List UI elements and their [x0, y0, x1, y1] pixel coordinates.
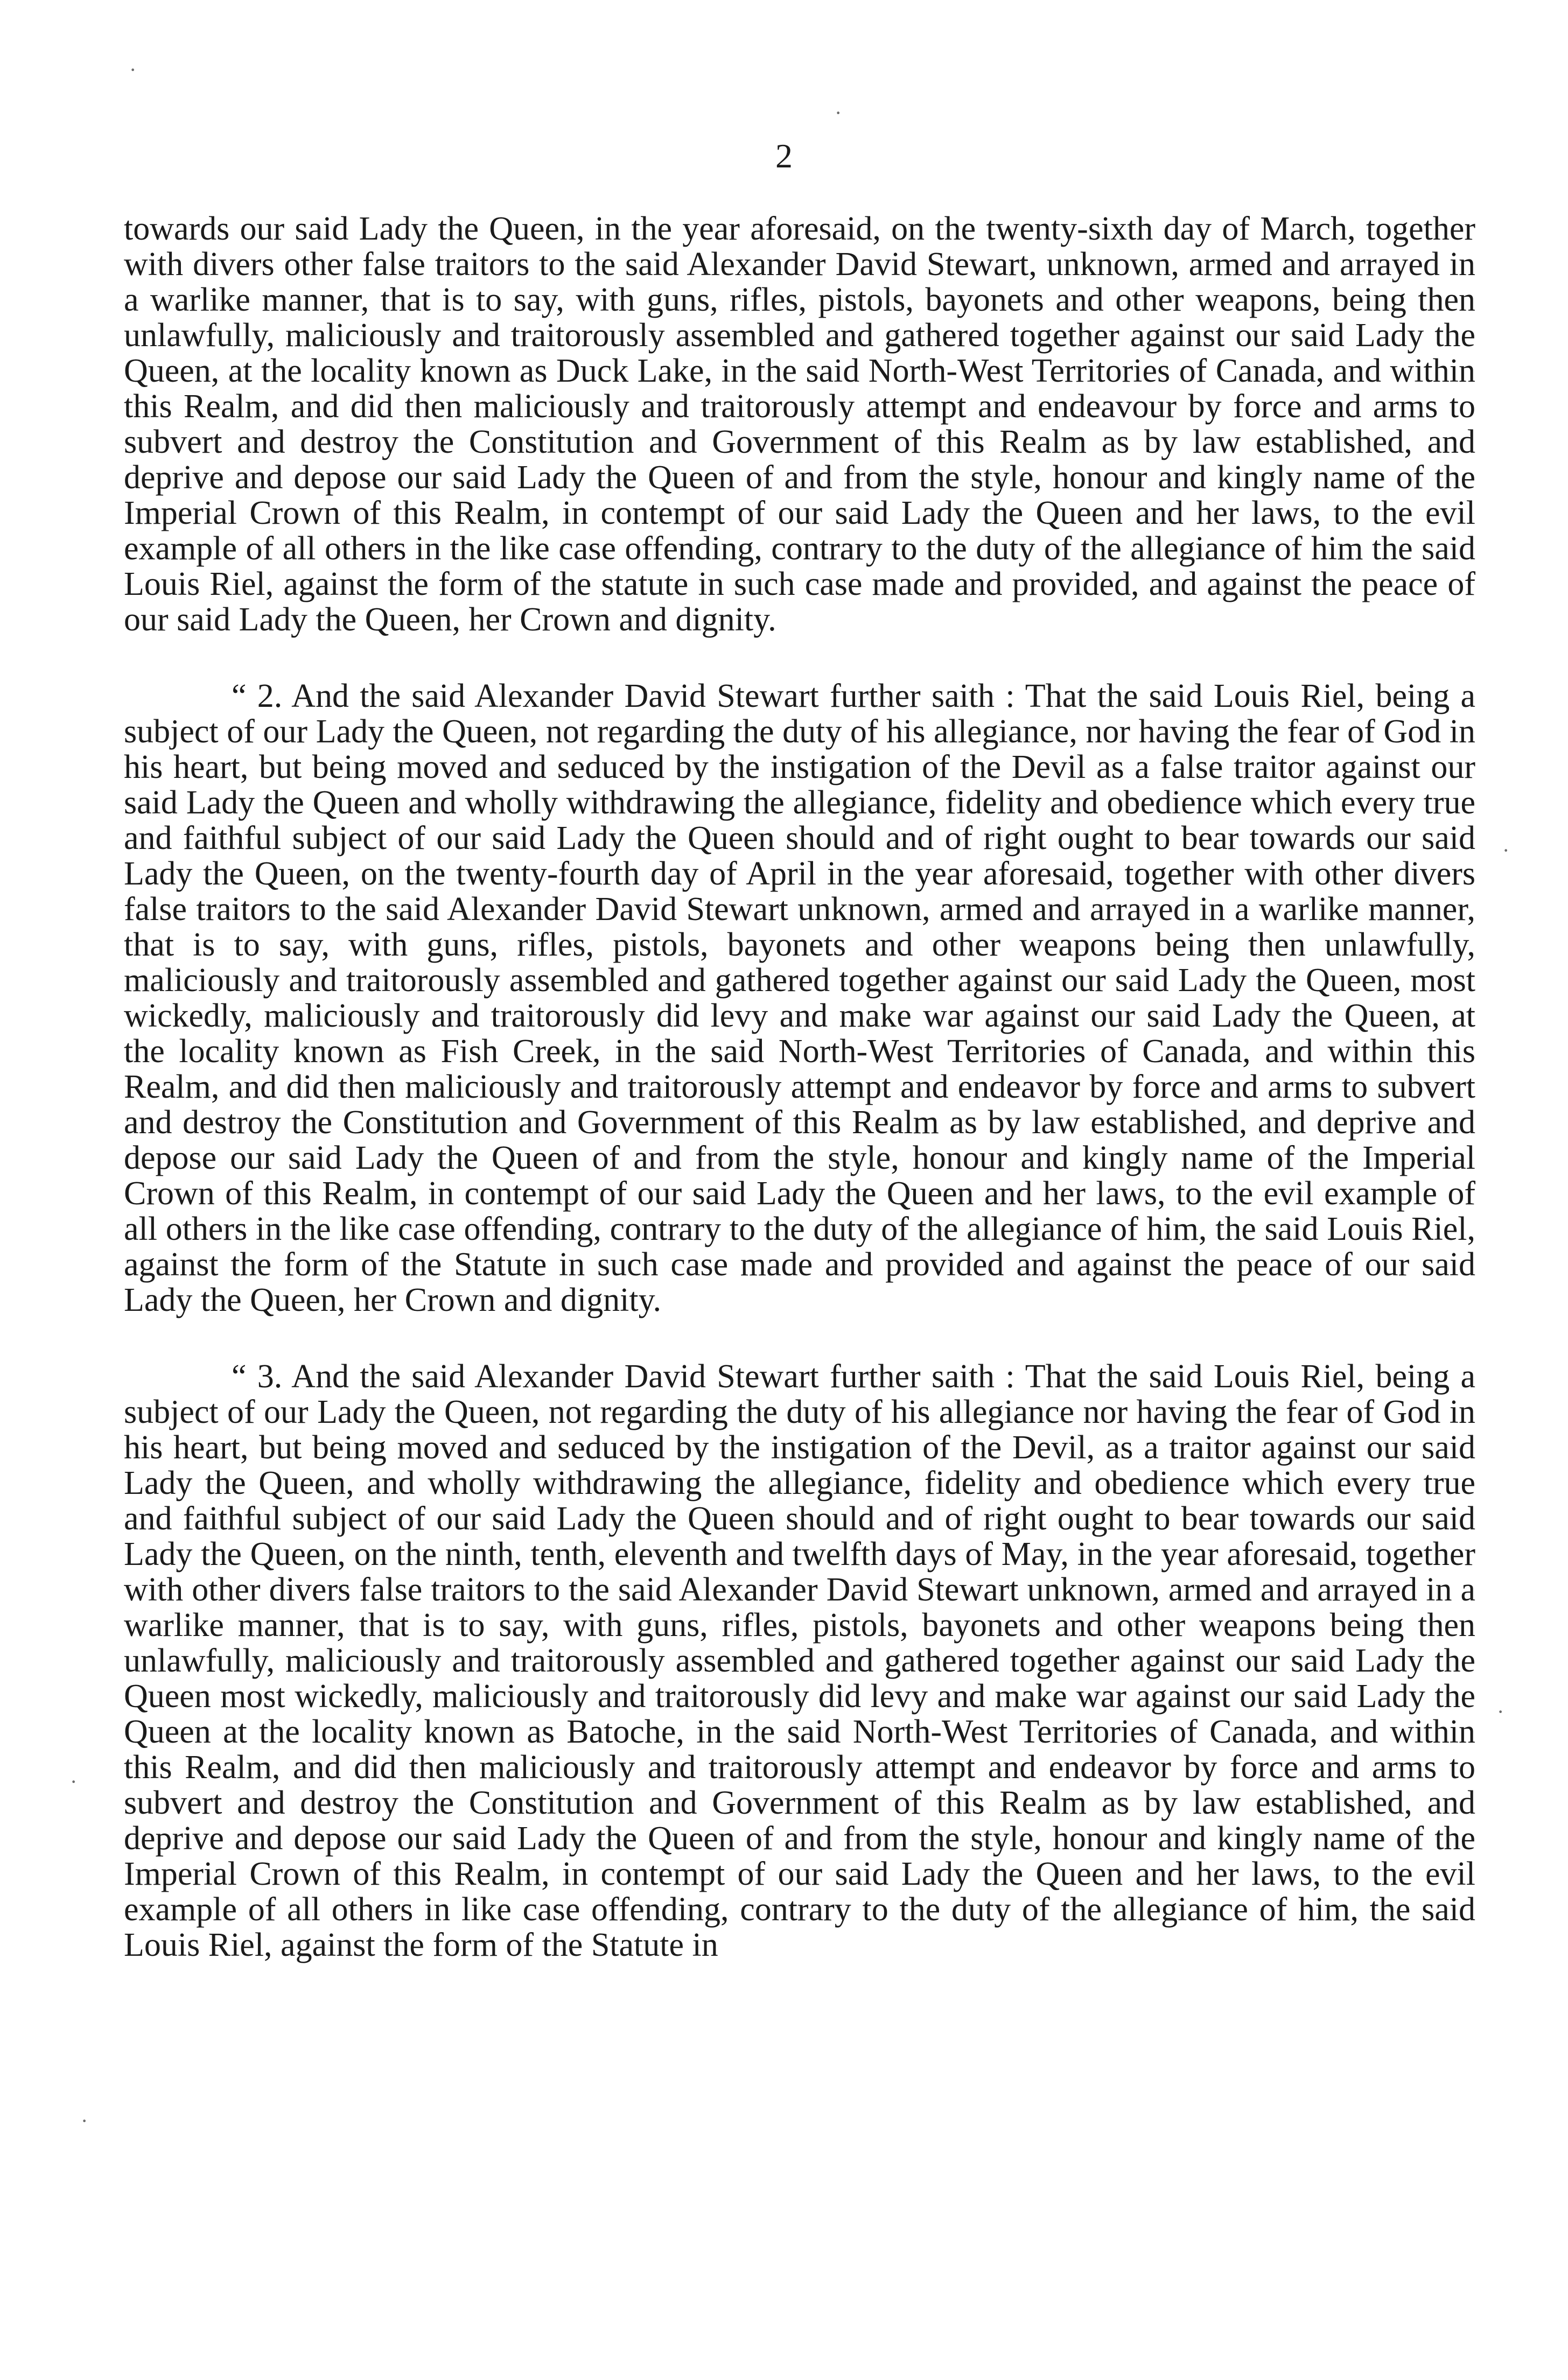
scan-speck: ·	[129, 58, 137, 82]
scan-speck: ·	[81, 2109, 88, 2133]
page-number: 2	[775, 137, 793, 175]
paragraph-continuation: towards our said Lady the Queen, in the year aforesaid, on the twenty-sixth day of March, together with divers other false traitors to the said Alexander David Stewart, unknown, armed and arrayed in a warlike manner, that is to say, with guns, rifles, pistols, bayonets and other weapons, being then unlawfully, maliciously and traitorously assembled and gathered together against our said Lady the Queen, at the locality known as Duck Lake, in the said North-West Territories of Canada, and within this Realm, and did then maliciously and traitorously attempt and endeavour by force and arms to subvert and destroy the Constitution and Government of this Realm as by law established, and deprive and depose our said Lady the Queen of and from the style, honour and kingly name of the Imperial Crown of this Realm, in contempt of our said Lady the Queen and her laws, to the evil example of all others in the like case offending, contrary to the duty of the allegiance of him the said Louis Riel, against the form of the statute in such case made and provided, and against the peace of our said Lady the Queen, her Crown and dignity.	[124, 210, 1475, 638]
document-body	[124, 211, 1475, 1963]
scan-speck: ·	[70, 1770, 78, 1794]
scan-speck: ·	[1497, 1700, 1504, 1724]
scan-speck: ·	[835, 101, 842, 125]
paragraph-count-2: “ 2. And the said Alexander David Stewart further saith : That the said Louis Riel, being a subject of our Lady the Queen, not regarding the duty of his allegiance, nor having the fear of God in his heart, but being moved and seduced by the instigation of the Devil as a false traitor against our said Lady the Queen and wholly withdrawing the allegiance, fidelity and obedience which every true and faithful subject of our said Lady the Queen should and of right ought to bear towards our said Lady the Queen, on the twenty-fourth day of April in the year aforesaid, together with other divers false traitors to the said Alexander David Stewart unknown, armed and arrayed in a warlike manner, that is to say, with guns, rifles, pistols, bayonets and other weapons being then unlawfully, maliciously and traitorously assembled and gathered together against our said Lady the Queen, most wickedly, maliciously and traitorously did levy and make war against our said Lady the Queen, at the locality known as Fish Creek, in the said North-West Territories of Canada, and within this Realm, and did then maliciously and traitorously attempt and endeavor by force and arms to subvert and destroy the Constitution and Government of this Realm as by law established, and deprive and depose our said Lady the Queen of and from the style, honour and kingly name of the Imperial Crown of this Realm, in contempt of our said Lady the Queen and her laws, to the evil example of all others in the like case offending, contrary to the duty of the allegiance of him, the said Louis Riel, against the form of the Statute in such case made and provided and against the peace of our said Lady the Queen, her Crown and dignity.	[124, 678, 1475, 1318]
paragraph-count-3: “ 3. And the said Alexander David Stewart further saith : That the said Louis Riel, being a subject of our Lady the Queen, not regarding the duty of his allegiance nor having the fear of God in his heart, but being moved and seduced by the instigation of the Devil, as a traitor against our said Lady the Queen, and wholly withdrawing the allegiance, fidelity and obedience which every true and faithful subject of our said Lady the Queen should and of right ought to bear towards our said Lady the Queen, on the ninth, tenth, eleventh and twelfth days of May, in the year aforesaid, together with other divers false traitors to the said Alexander David Stewart unknown, armed and arrayed in a warlike manner, that is to say, with guns, rifles, pistols, bayonets and other weapons being then unlawfully, maliciously and traitorously assembled and gathered together against our said Lady the Queen most wickedly, maliciously and traitorously did levy and make war against our said Lady the Queen at the locality known as Batoche, in the said North-West Territories of Canada, and within this Realm, and did then maliciously and traitorously attempt and endeavor by force and arms to subvert and destroy the Constitution and Government of this Realm as by law established, and deprive and depose our said Lady the Queen of and from the style, honour and kingly name of the Imperial Crown of this Realm, in contempt of our said Lady the Queen and her laws, to the evil example of all others in like case offending, contrary to the duty of the allegiance of him, the said Louis Riel, against the form of the Statute in	[124, 1358, 1475, 1963]
scan-speck: ·	[1502, 838, 1510, 862]
